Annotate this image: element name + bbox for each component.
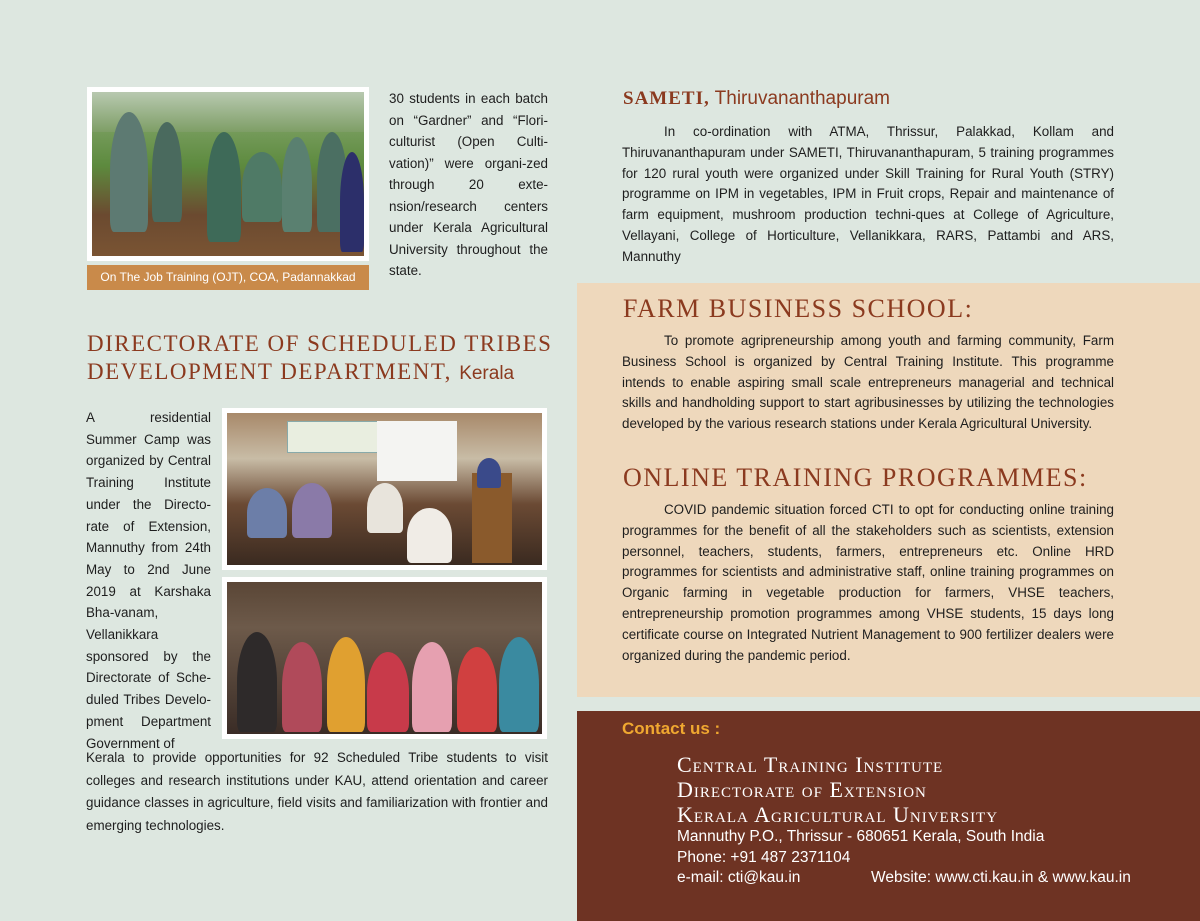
sameti-heading-main: SAMETI, bbox=[623, 88, 710, 109]
st-heading-line2: DEVELOPMENT DEPARTMENT, Kerala bbox=[87, 359, 515, 384]
fbs-heading: FARM BUSINESS SCHOOL: bbox=[623, 294, 974, 323]
st-heading-place: Kerala bbox=[459, 363, 515, 384]
online-text: COVID pandemic situation forced CTI to opt for conducting online training programmes for the benefit of all the stakeholders such as scientists, extension personnel, teachers, students, farmers, entrepreneurs etc. Online HRD programmes for scientists and administrative staff, online training programmes on Organic farming in vegetable production for farmers, VHSE teachers, entrepreneurship promotion programmes among VHSE students, 15 days long certificate course on Integrated Nutrient Management to 900 fertilizer dealers were organized during the pandemic period. bbox=[622, 502, 1114, 663]
students-photo bbox=[222, 577, 547, 739]
contact-panel bbox=[577, 711, 1200, 921]
contact-org bbox=[677, 752, 1177, 827]
online-heading: ONLINE TRAINING PROGRAMMES: bbox=[623, 463, 1088, 492]
ojt-caption bbox=[87, 265, 369, 290]
contact-org-line1: Central Training Institute bbox=[677, 752, 944, 777]
st-side-text: A residential Summer Camp was organized by Central Training Institute under the Directo-rate of Extension, Mannuthy from 24th May to 2nd June 2019 at Karshaka Bha-vanam, Vellanikkara sponsored by the Directorate of Sche-duled Tribes Develo-pment Department Government of bbox=[86, 410, 211, 751]
st-heading-line1: DIRECTORATE OF SCHEDULED TRIBES bbox=[87, 331, 553, 356]
contact-label: Contact us : bbox=[622, 719, 721, 738]
contact-org-line2: Directorate of Extension bbox=[677, 777, 927, 802]
meeting-photo bbox=[222, 408, 547, 570]
sameti-heading bbox=[623, 88, 1163, 110]
st-heading bbox=[87, 330, 557, 388]
ojt-caption-text: On The Job Training (OJT), COA, Padannakkad bbox=[100, 270, 356, 284]
st-full-text: Kerala to provide opportunities for 92 Scheduled Tribe students to visit colleges and research institutions under KAU, attend orientation and career guidance classes in agriculture, field visits and familiarization with frontier and emerging technologies. bbox=[86, 750, 548, 833]
contact-org-line3: Kerala Agricultural University bbox=[677, 802, 999, 827]
ojt-photo bbox=[87, 87, 369, 261]
ojt-text: 30 students in each batch on “Gardner” and “Flori-culturist (Open Culti-vation)” were organi-zed through 20 exte-nsion/research centers under Kerala Agricultural University throughout the state. bbox=[389, 91, 548, 278]
contact-phone: Phone: +91 487 2371104 bbox=[677, 849, 851, 866]
contact-website[interactable]: Website: www.cti.kau.in & www.kau.in bbox=[871, 869, 1131, 886]
contact-email[interactable]: e-mail: cti@kau.in bbox=[677, 869, 801, 886]
contact-address: Mannuthy P.O., Thrissur - 680651 Kerala, South India bbox=[677, 828, 1045, 845]
sameti-text: In co-ordination with ATMA, Thrissur, Palakkad, Kollam and Thiruvananthapuram under SAMETI, Thiruvananthapuram, 5 training programmes for 120 rural youth were organized under Skill Training for Rural Youth (STRY) programme on IPM in vegetables, IPM in Fruit crops, Repair and maintenance of farm equipment, mushroom production techni-ques at College of Agriculture, Vellayani, College of Horticulture, Vellanikkara, RARS, Pattambi and ARS, Mannuthy bbox=[622, 124, 1114, 264]
sameti-heading-place: Thiruvananthapuram bbox=[714, 88, 890, 109]
fbs-text: To promote agripreneurship among youth and farming community, Farm Business School is organized by Central Training Institute. This programme intends to enable aspiring small scale entrepreneurs managerial and technical skills and handholding support to start agribusinesses by utilizing the technologies developed by the various research stations under Kerala Agricultural University. bbox=[622, 333, 1114, 432]
